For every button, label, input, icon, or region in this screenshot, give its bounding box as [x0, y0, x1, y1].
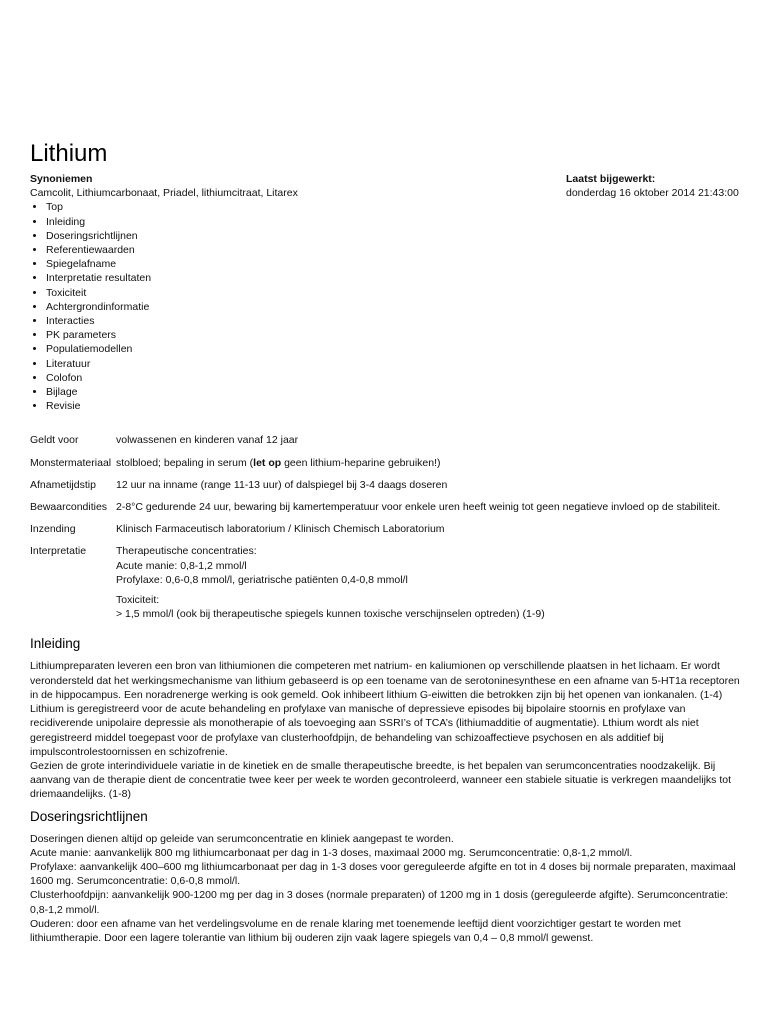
section-heading-inleiding: Inleiding [30, 636, 81, 652]
synonyms-label: Synoniemen [30, 173, 93, 185]
meta-value: stolbloed; bepaling in serum (let op geen lithium-heparine gebruiken!) [116, 456, 441, 469]
toc-item-revisie[interactable]: • Revisie [46, 399, 298, 413]
meta-value: 12 uur na inname (range 11-13 uur) of dalspiegel bij 3-4 daags doseren [116, 478, 448, 491]
dosage-line: Acute manie: aanvankelijk 800 mg lithiumcarbonaat per dag in 1-3 doses, maximaal 2000 mg. Serumconcentratie: 0,8-1,2 mmol/l. [30, 846, 633, 859]
meta-key: Inzending [30, 523, 76, 536]
meta-value: Therapeutische concentraties: Acute manie: 0,8-1,2 mmol/l Profylaxe: 0,6-0,8 mmol/l, geriatrische patiënten 0,4-0,8 mmol/l Toxiciteit: > 1,5 mmol/l (ook bij therapeutische spiegels kunnen toxische verschijnselen optreden) (1-9) [116, 545, 545, 621]
paragraph: Lithium is geregistreerd voor de acute behandeling en profylaxe van manische of depressieve episodes bij bipolaire stoornis en profylaxe van recidiverende unipolaire depressie als monotherapie of als toevoeging aan SSRI’s of TCA’s (lithiumadditie of augmentatie). Lthium wordt als niet geregistreerd middel toegepast voor de profylaxe van clusterhoofdpijn, de behandeling van schizoaffectieve psychosen en als additief bij impulscontrolestoornissen en schizofrenie. [30, 703, 699, 758]
toc-item-spiegelafname[interactable]: • Spiegelafname [46, 257, 298, 271]
dosage-line: Ouderen: door een afname van het verdelingsvolume en de renale klaring met toenemende leeftijd dient voorzichtiger gestart te worden met lithiumtherapie. Door een lagere tolerantie van lithium bij ouderen zijn vaak lagere spiegels van 0,4 – 0,8 mmol/l gewenst. [30, 917, 681, 944]
meta-key: Afnametijdstip [30, 478, 96, 491]
toc-item-inleiding[interactable]: • Inleiding [46, 215, 298, 229]
synonyms-block [30, 172, 298, 413]
table-of-contents [30, 200, 298, 413]
toc-item-bijlage[interactable]: • Bijlage [46, 385, 298, 399]
meta-table [30, 433, 742, 629]
meta-key: Interpretatie [30, 545, 87, 558]
meta-value: 2-8°C gedurende 24 uur, bewaring bij kamertemperatuur voor enkele uren heeft weinig tot geen negatieve invloed op de stabiliteit. [116, 501, 721, 514]
synonyms-value: Camcolit, Lithiumcarbonaat, Priadel, lithiumcitraat, Litarex [30, 187, 298, 200]
paragraph: Gezien de grote interindividuele variatie in de kinetiek en de smalle therapeutische breedte, is het bepalen van serumconcentraties noodzakelijk. Bij aanvang van de therapie dient de concentratie twee keer per week te worden gecontroleerd, wanneer een stabiele situatie is verkregen maandelijks tot driemaandelijks. (1-8) [30, 759, 732, 801]
meta-key: Monstermateriaal [30, 456, 112, 469]
meta-row-geldt-voor [30, 433, 742, 455]
updated-value: donderdag 16 oktober 2014 21:43:00 [566, 187, 739, 200]
warning-emphasis: let op [253, 456, 282, 469]
section-heading-doseringsrichtlijnen: Doseringsrichtlijnen [30, 808, 148, 824]
meta-row-interpretatie [30, 544, 742, 629]
meta-row-monstermateriaal [30, 456, 742, 478]
meta-key: Bewaarcondities [30, 501, 108, 514]
document-page [30, 140, 742, 945]
toc-item-literatuur[interactable]: • Literatuur [46, 357, 298, 371]
meta-key: Geldt voor [30, 434, 79, 447]
meta-row-afnametijdstip [30, 478, 742, 500]
toc-item-referentiewaarden[interactable]: • Referentiewaarden [46, 243, 298, 257]
toc-item-top[interactable]: • Top [46, 200, 298, 214]
toc-item-interpretatie-resultaten[interactable]: • Interpretatie resultaten [46, 271, 298, 285]
meta-value: volwassenen en kinderen vanaf 12 jaar [116, 434, 299, 447]
dosage-line: Doseringen dienen altijd op geleide van serumconcentratie en kliniek aangepast te worden. [30, 832, 454, 845]
toc-item-interacties[interactable]: • Interacties [46, 314, 298, 328]
meta-value: Klinisch Farmaceutisch laboratorium / Klinisch Chemisch Laboratorium [116, 523, 445, 536]
page-title: Lithium [30, 140, 108, 167]
toc-item-colofon[interactable]: • Colofon [46, 371, 298, 385]
meta-row-inzending [30, 522, 742, 544]
updated-block [566, 172, 742, 413]
meta-row-bewaarcondities [30, 500, 742, 522]
dosage-line: Clusterhoofdpijn: aanvankelijk 900-1200 mg per dag in 3 doses (normale preparaten) of 1200 mg in 1 dosis (gereguleerde afgifte). Serumconcentratie: 0,8-1,2 mmol/l. [30, 889, 729, 916]
paragraph: Lithiumpreparaten leveren een bron van lithiumionen die competeren met natrium- en kaliumionen op verschillende plaatsen in het lichaam. Er wordt verondersteld dat het werkingsmechanisme van lithium gebaseerd is op een toename van de serotoninesynthese en een afname van 5-HT1a receptoren in de hippocampus. Een noradrenerge werking is ook gemeld. Ook inhibeert lithium G-eiwitten die betrokken zijn bij het openen van ionkanalen. (1-4) [30, 660, 740, 701]
toc-item-populatiemodellen[interactable]: • Populatiemodellen [46, 342, 298, 356]
toc-item-toxiciteit[interactable]: • Toxiciteit [46, 286, 298, 300]
toc-item-doseringsrichtlijnen[interactable]: • Doseringsrichtlijnen [46, 229, 298, 243]
header-row [30, 172, 742, 413]
toc-item-pk-parameters[interactable]: • PK parameters [46, 328, 298, 342]
toc-item-achtergrondinformatie[interactable]: • Achtergrondinformatie [46, 300, 298, 314]
dosage-line: Profylaxe: aanvankelijk 400–600 mg lithiumcarbonaat per dag in 1-3 doses voor gereguleerde afgifte en tot in 4 doses bij normale preparaten, maximaal 1600 mg. Serumconcentratie: 0,6-0,8 mmol/l. [30, 860, 736, 888]
updated-label: Laatst bijgewerkt: [566, 173, 656, 185]
